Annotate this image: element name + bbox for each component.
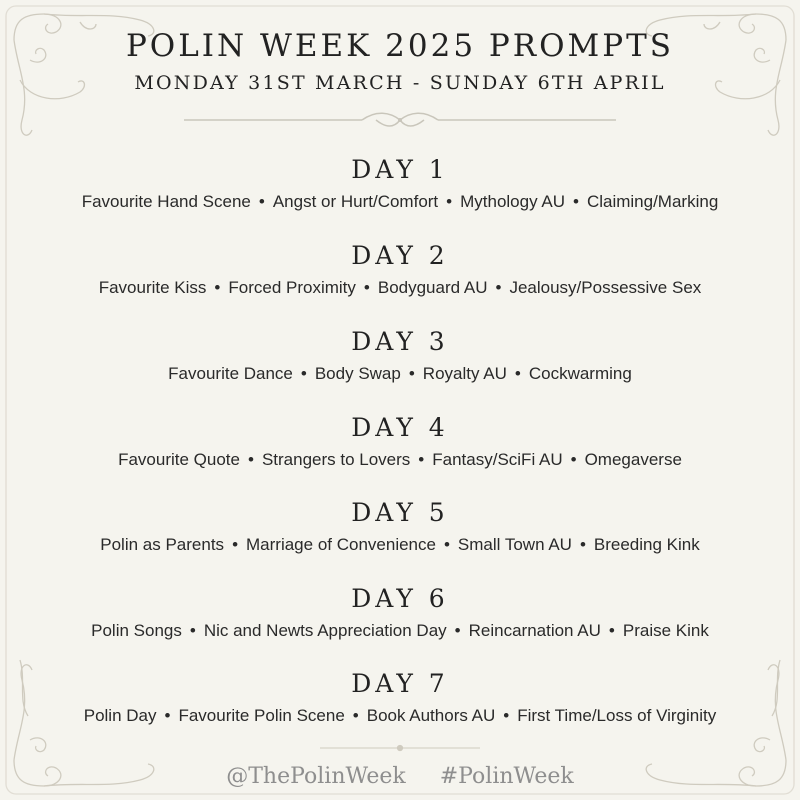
prompt-item: Omegaverse (584, 450, 682, 469)
day-5-title: DAY 5 (351, 498, 449, 527)
bullet-separator: • (258, 192, 265, 211)
prompt-item: Cockwarming (528, 364, 632, 383)
day-4-title: DAY 4 (351, 413, 449, 442)
prompt-item: Breeding Kink (593, 535, 700, 554)
prompt-item: Favourite Hand Scene (81, 192, 251, 211)
day-1-section (0, 155, 800, 213)
social-handle: @ThePolinWeek (226, 764, 406, 789)
prompt-item: Body Swap (314, 364, 401, 383)
day-3-section (0, 327, 800, 385)
prompt-item: Mythology AU (460, 192, 565, 211)
bullet-separator: • (189, 621, 196, 640)
day-7-section (0, 669, 800, 727)
bullet-separator: • (232, 535, 239, 554)
date-range: MONDAY 31ST MARCH - SUNDAY 6TH APRIL (134, 72, 666, 94)
prompt-item: Marriage of Convenience (246, 535, 436, 554)
bullet-separator: • (300, 364, 307, 383)
prompt-item: Book Authors AU (366, 706, 496, 725)
title-divider-icon (180, 108, 620, 132)
prompt-item: First Time/Loss of Virginity (517, 706, 717, 725)
day-5-section (0, 498, 800, 556)
day-1-title: DAY 1 (351, 155, 449, 184)
bullet-separator: • (443, 535, 450, 554)
day-3-title: DAY 3 (351, 327, 449, 356)
prompt-item: Polin Day (83, 706, 157, 725)
day-2-title: DAY 2 (351, 241, 449, 270)
page-title: POLIN WEEK 2025 PROMPTS (125, 28, 675, 64)
day-4-section (0, 413, 800, 471)
bullet-separator: • (446, 192, 453, 211)
day-3-prompts (0, 363, 800, 385)
bullet-separator: • (214, 278, 221, 297)
day-7-title: DAY 7 (351, 669, 449, 698)
footer (0, 764, 800, 789)
prompt-item: Jealousy/Possessive Sex (509, 278, 702, 297)
prompt-item: Strangers to Lovers (261, 450, 411, 469)
bullet-separator: • (573, 192, 579, 211)
day-6-title: DAY 6 (351, 584, 449, 613)
bullet-separator: • (352, 706, 359, 725)
prompt-item: Royalty AU (422, 364, 507, 383)
bullet-separator: • (247, 450, 254, 469)
bullet-separator: • (570, 450, 577, 469)
prompt-item: Nic and Newts Appreciation Day (203, 621, 447, 640)
day-4-prompts (0, 449, 800, 471)
prompt-item: Fantasy/SciFi AU (432, 450, 563, 469)
prompt-item: Small Town AU (457, 535, 572, 554)
bullet-separator: • (418, 450, 425, 469)
bullet-separator: • (503, 706, 510, 725)
bullet-separator: • (164, 706, 171, 725)
prompt-item: Favourite Polin Scene (178, 706, 345, 725)
prompt-item: Bodyguard AU (377, 278, 488, 297)
day-5-prompts (0, 534, 800, 556)
prompt-item: Favourite Kiss (98, 278, 207, 297)
prompt-item: Reincarnation AU (468, 621, 601, 640)
bullet-separator: • (495, 278, 502, 297)
prompt-item: Favourite Dance (168, 364, 293, 383)
prompt-item: Favourite Quote (118, 450, 240, 469)
day-2-section (0, 241, 800, 299)
hashtag: #PolinWeek (439, 764, 574, 789)
bullet-separator: • (363, 278, 370, 297)
bullet-separator: • (514, 364, 521, 383)
prompt-item: Polin as Parents (100, 535, 225, 554)
prompt-item: Forced Proximity (228, 278, 356, 297)
day-7-prompts (0, 705, 800, 727)
bullet-separator: • (579, 535, 586, 554)
prompt-item: Angst or Hurt/Comfort (272, 192, 439, 211)
day-6-section (0, 584, 800, 642)
day-2-prompts (0, 277, 800, 299)
prompt-item: Claiming/Marking (586, 192, 719, 211)
bullet-separator: • (408, 364, 415, 383)
prompt-item: Praise Kink (622, 621, 709, 640)
day-6-prompts (0, 620, 800, 642)
bullet-separator: • (608, 621, 615, 640)
bullet-separator: • (454, 621, 461, 640)
day-1-prompts (0, 191, 800, 213)
prompt-item: Polin Songs (91, 621, 182, 640)
